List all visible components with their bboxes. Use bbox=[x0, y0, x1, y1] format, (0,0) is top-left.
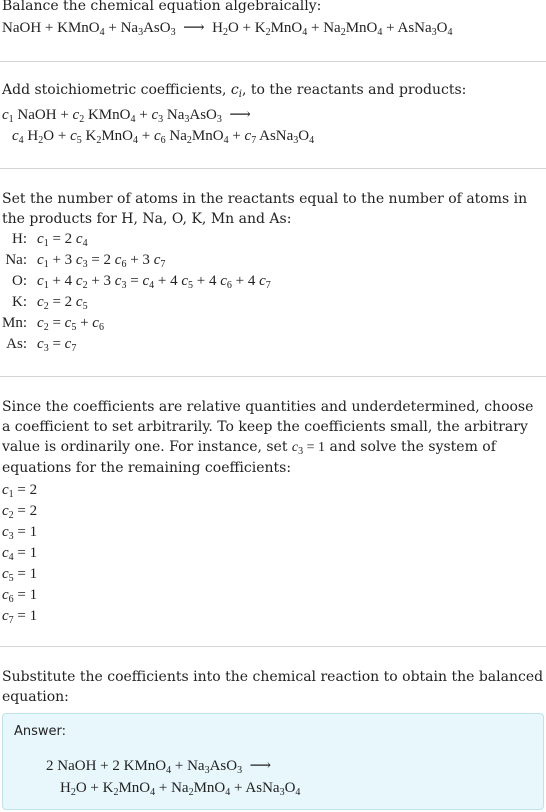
equation-row-o bbox=[2, 271, 271, 292]
equation-row-na bbox=[2, 250, 271, 271]
balance-equation: $c_3 = c_7$ bbox=[37, 336, 77, 354]
divider bbox=[0, 168, 546, 169]
element-label: Na: bbox=[5, 252, 28, 268]
element-label: As: bbox=[6, 336, 28, 352]
balanced-equation-line1: 2 NaOH + 2 KMnO$_4$ + $Na_3AsO_3$ ⟶ bbox=[46, 758, 272, 776]
divider bbox=[0, 61, 546, 62]
section-solve bbox=[0, 397, 546, 627]
equation-with-coefficients-line1: $c_1$ NaOH + $c_2$ KMnO$_4$ + $c_3$ $Na_3AsO_3$ ⟶ bbox=[2, 107, 251, 125]
coefficient-c2: $c_2 = 2$ bbox=[2, 503, 38, 521]
divider bbox=[0, 646, 546, 647]
section-substitute bbox=[0, 667, 546, 707]
coefficient-c1: $c_1 = 2$ bbox=[2, 482, 38, 500]
atom-balance-text: Set the number of atoms in the reactants equal to the number of atoms in the products for H, Na, O, K, Mn and As: bbox=[2, 191, 528, 227]
equation-row-k bbox=[2, 292, 271, 313]
balanced-equation-line2: $H_2O + K_2MnO_4 + Na_2MnO_4$ + $AsNa_3O_4$ bbox=[60, 780, 301, 798]
answer-box bbox=[2, 713, 544, 810]
balance-equation: $c_1 + 4$ $c_2 + 3$ $c_3 = c_4 + 4$ $c_5 + 4$ $c_6 + 4$ $c_7$ bbox=[37, 273, 271, 291]
answer-label: Answer: bbox=[14, 724, 67, 739]
balance-equation: $c_2 = c_5 + c_6$ bbox=[37, 315, 104, 333]
substitute-text: Substitute the coefficients into the chemical reaction to obtain the balanced equation: bbox=[2, 669, 544, 705]
coefficient-c3: $c_3 = 1$ bbox=[2, 524, 38, 542]
equation-row-as bbox=[2, 334, 271, 355]
element-label: H: bbox=[12, 231, 28, 247]
divider bbox=[0, 376, 546, 377]
coefficient-c6: $c_6 = 1$ bbox=[2, 587, 38, 605]
unbalanced-equation: NaOH + KMnO$_4$ + $Na_3AsO_3$ ⟶ $H_2O + K_2MnO_4 + Na_2MnO_4$ + $AsNa_3O_4$ bbox=[2, 20, 453, 38]
solve-text: Since the coefficients are relative quantities and underdetermined, choose a coefficient to set arbitrarily. To keep the coefficients small, the arbitrary value is ordinarily one. For instance, set $c_3 = 1$ and solve the system of equations for the remaining coefficients: bbox=[2, 399, 534, 476]
coefficient-values bbox=[0, 480, 546, 627]
section-coefficients bbox=[0, 80, 546, 147]
intro-text: Balance the chemical equation algebraically: bbox=[2, 0, 322, 14]
element-label: O: bbox=[12, 273, 28, 289]
element-label: Mn: bbox=[2, 315, 28, 331]
coefficient-c4: $c_4 = 1$ bbox=[2, 545, 38, 563]
balance-equation: $c_1 + 3$ $c_3 = 2$ $c_6 + 3$ $c_7$ bbox=[37, 252, 166, 270]
coefficient-c7: $c_7 = 1$ bbox=[2, 608, 38, 626]
section-atom-balance bbox=[0, 189, 546, 355]
equation-row-h bbox=[2, 229, 271, 250]
coefficients-text: Add stoichiometric coefficients, $c_i$, to the reactants and products: bbox=[2, 82, 467, 100]
balance-equation: $c_1 = 2$ $c_4$ bbox=[37, 231, 88, 249]
element-label: K: bbox=[12, 294, 28, 310]
section-unbalanced-equation bbox=[0, 0, 546, 38]
equation-with-coefficients-line2: $c_4$ $H_2O + c_5$ $K_2MnO_4 + c_6$ $Na_2MnO_4 + c_7$ $AsNa_3O_4$ bbox=[12, 128, 315, 146]
coefficient-c5: $c_5 = 1$ bbox=[2, 566, 38, 584]
equation-row-mn bbox=[2, 313, 271, 334]
atom-balance-equations bbox=[2, 229, 271, 355]
balance-equation: $c_2 = 2$ $c_5$ bbox=[37, 294, 88, 312]
